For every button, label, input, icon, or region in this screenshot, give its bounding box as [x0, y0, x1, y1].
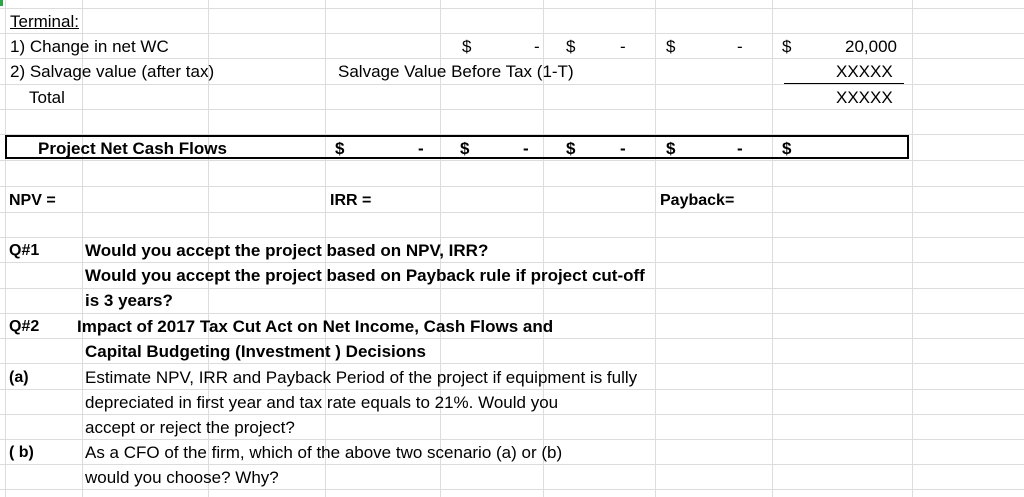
currency-symbol: $ — [666, 37, 676, 56]
currency-symbol: $ — [335, 139, 345, 158]
q1-tag: Q#1 — [9, 242, 40, 259]
grid-row-line — [0, 288, 1024, 289]
grid-row-line — [0, 186, 1024, 187]
grid-row-line — [0, 338, 1024, 339]
grid-row-line — [0, 84, 1024, 85]
grid-column-line — [912, 0, 913, 497]
currency-symbol: $ — [782, 139, 792, 158]
change-in-net-wc-label: 1) Change in net WC — [10, 37, 169, 56]
sum-rule — [784, 83, 904, 84]
irr-label: IRR = — [330, 192, 372, 209]
q2-line-1: Impact of 2017 Tax Cut Act on Net Income, Cash Flows and — [77, 317, 554, 336]
dash-value: - — [534, 37, 540, 56]
part-a-line-1: Estimate NPV, IRR and Payback Period of the project if equipment is fully — [85, 368, 638, 387]
grid-row-line — [0, 109, 1024, 110]
salvage-value: XXXXX — [836, 62, 893, 81]
dash-value: - — [418, 139, 424, 158]
npv-label: NPV = — [9, 192, 56, 209]
q1-line-2: Would you accept the project based on Payback rule if project cut-off — [85, 266, 645, 285]
currency-symbol: $ — [666, 139, 676, 158]
dash-value: - — [737, 139, 743, 158]
net-cash-flows-label: Project Net Cash Flows — [38, 139, 227, 158]
grid-row-line — [0, 489, 1024, 490]
grid-row-line — [0, 439, 1024, 440]
salvage-value-label: 2) Salvage value (after tax) — [10, 62, 215, 81]
grid-row-line — [0, 313, 1024, 314]
part-b-line-1: As a CFO of the firm, which of the above two scenario (a) or (b) — [85, 443, 563, 462]
part-a-tag: (a) — [9, 369, 29, 386]
part-b-tag: ( b) — [9, 444, 34, 461]
q2-tag: Q#2 — [9, 318, 40, 335]
grid-row-line — [0, 262, 1024, 263]
q2-line-2: Capital Budgeting (Investment ) Decisions — [85, 342, 426, 361]
grid-column-line — [5, 0, 6, 497]
grid-row-line — [0, 58, 1024, 59]
part-a-line-2: depreciated in first year and tax rate equals to 21%. Would you — [85, 393, 559, 412]
q1-line-3: is 3 years? — [85, 291, 173, 310]
currency-symbol: $ — [782, 37, 792, 56]
grid-row-line — [0, 237, 1024, 238]
dash-value: - — [620, 139, 626, 158]
currency-symbol: $ — [460, 139, 470, 158]
part-b-line-2: would you choose? Why? — [85, 468, 279, 487]
payback-label: Payback= — [660, 192, 735, 209]
q1-line-1: Would you accept the project based on NPV, IRR? — [85, 241, 489, 260]
grid-row-line — [0, 363, 1024, 364]
active-cell-marker — [0, 0, 3, 6]
grid-column-line — [655, 0, 656, 497]
net-wc-value: 20,000 — [845, 37, 897, 56]
grid-row-line — [0, 8, 1024, 9]
dash-value: - — [620, 37, 626, 56]
grid-row-line — [0, 33, 1024, 34]
grid-column-line — [772, 0, 773, 497]
dash-value: - — [523, 139, 529, 158]
grid-row-line — [0, 414, 1024, 415]
terminal-heading: Terminal: — [10, 12, 79, 31]
grid-row-line — [0, 160, 1024, 161]
part-a-line-3: accept or reject the project? — [85, 418, 295, 437]
currency-symbol: $ — [566, 139, 576, 158]
currency-symbol: $ — [566, 37, 576, 56]
total-value: XXXXX — [836, 88, 893, 107]
salvage-formula: Salvage Value Before Tax (1-T) — [338, 62, 574, 81]
grid-row-line — [0, 464, 1024, 465]
total-label: Total — [29, 88, 65, 107]
currency-symbol: $ — [462, 37, 472, 56]
dash-value: - — [737, 37, 743, 56]
grid-row-line — [0, 212, 1024, 213]
grid-row-line — [0, 389, 1024, 390]
